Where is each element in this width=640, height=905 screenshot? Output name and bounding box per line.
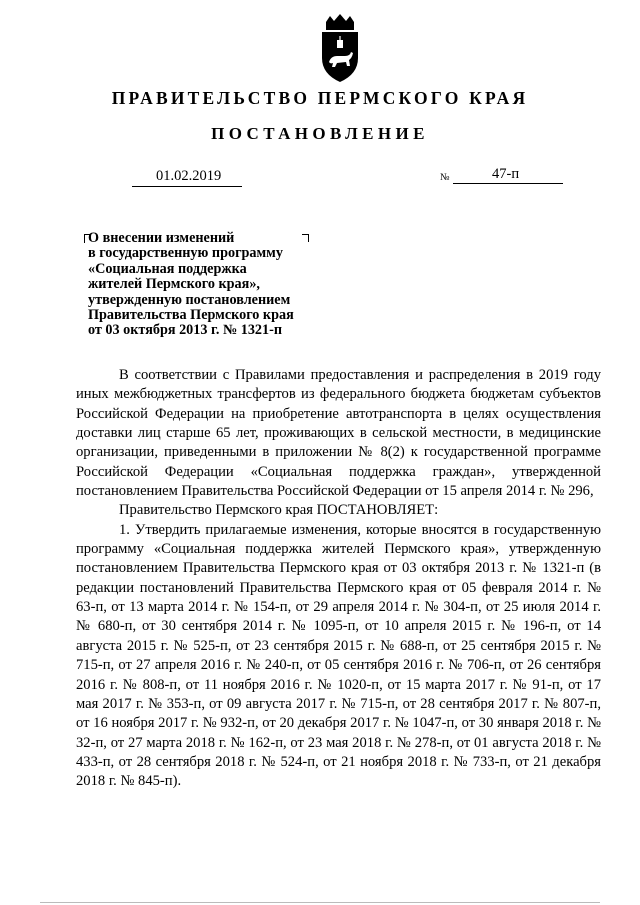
document-body <box>76 366 601 792</box>
subject-block <box>88 231 328 339</box>
number-sign: № <box>440 172 450 183</box>
number-underline <box>453 183 563 184</box>
date-underline <box>132 186 242 187</box>
subject-line: от 03 октября 2013 г. № 1321-п <box>88 322 283 339</box>
page-bottom-edge <box>40 902 600 903</box>
subject-line: утвержденную постановлением <box>88 291 291 308</box>
subject-line: «Социальная поддержка <box>88 260 247 277</box>
perm-krai-coat-of-arms-icon <box>317 14 363 84</box>
document-type: ПОСТАНОВЛЕНИЕ <box>211 124 429 143</box>
subject-line: Правительства Пермского края <box>88 307 294 324</box>
document-number: 47-п <box>492 166 520 182</box>
subject-line: О внесении изменений <box>88 230 235 246</box>
item-1-paragraph: 1. Утвердить прилагаемые изменения, которые вносятся в государственную программу «Социальная поддержка жителей Пермского края», утвержденную постановлением Правительства Пермского края от 03 октября 2013 г. № 1321-п (в редакции постановлений Правительства Пермского края от 05 февраля 2014 г. № 63-п, от 13 марта 2014 г. № 154-п, от 29 апреля 2014 г. № 304-п, от 25 июля 2014 г. № 680-п, от 30 сентября 2014 г. № 1095-п, от 10 апреля 2015 г. № 196-п, от 14 августа 2015 г. № 525-п, от 23 сентября 2015 г. № 688-п, от 25 сентября 2015 г. № 715-п, от 27 апреля 2016 г. № 240-п, от 05 сентября 2016 г. № 706-п, от 26 сентября 2016 г. № 808-п, от 11 ноября 2016 г. № 1020-п, от 15 марта 2017 г. № 91-п, от 17 мая 2017 г. № 353-п, от 09 августа 2017 г. № 715-п, от 28 сентября 2017 г. № 807-п, от 16 ноября 2017 г. № 932-п, от 20 декабря 2017 г. № 1047-п, от 30 января 2018 г. № 32-п, от 27 марта 2018 г. № 162-п, от 23 мая 2018 г. № 278-п, от 01 августа 2018 г. № 433-п, от 28 сентября 2018 г. № 524-п, от 21 ноября 2018 г. № 733-п, от 21 декабря 2018 г. № 845-п). <box>76 521 601 790</box>
document-date: 01.02.2019 <box>156 168 222 184</box>
subject-line: жителей Пермского края», <box>88 276 260 293</box>
subject-line: в государственную программу <box>88 245 283 262</box>
resolves-paragraph: Правительство Пермского края ПОСТАНОВЛЯЕТ: <box>119 502 439 519</box>
government-title: ПРАВИТЕЛЬСТВО ПЕРМСКОГО КРАЯ <box>111 88 529 108</box>
preamble-paragraph: В соответствии с Правилами предоставления и распределения в 2019 году иных межбюджетных трансфертов из федерального бюджета бюджетам субъектов Российской Федерации на приобретение автотранспорта в целях осуществления доставки лиц старше 65 лет, проживающих в сельской местности, в медицинские организации, приведенными в приложении № 8(2) к государственной программе Российской Федерации «Социальная поддержка граждан», утвержденной постановлением Правительства Российской Федерации от 15 апреля 2014 г. № 296, <box>76 367 601 500</box>
